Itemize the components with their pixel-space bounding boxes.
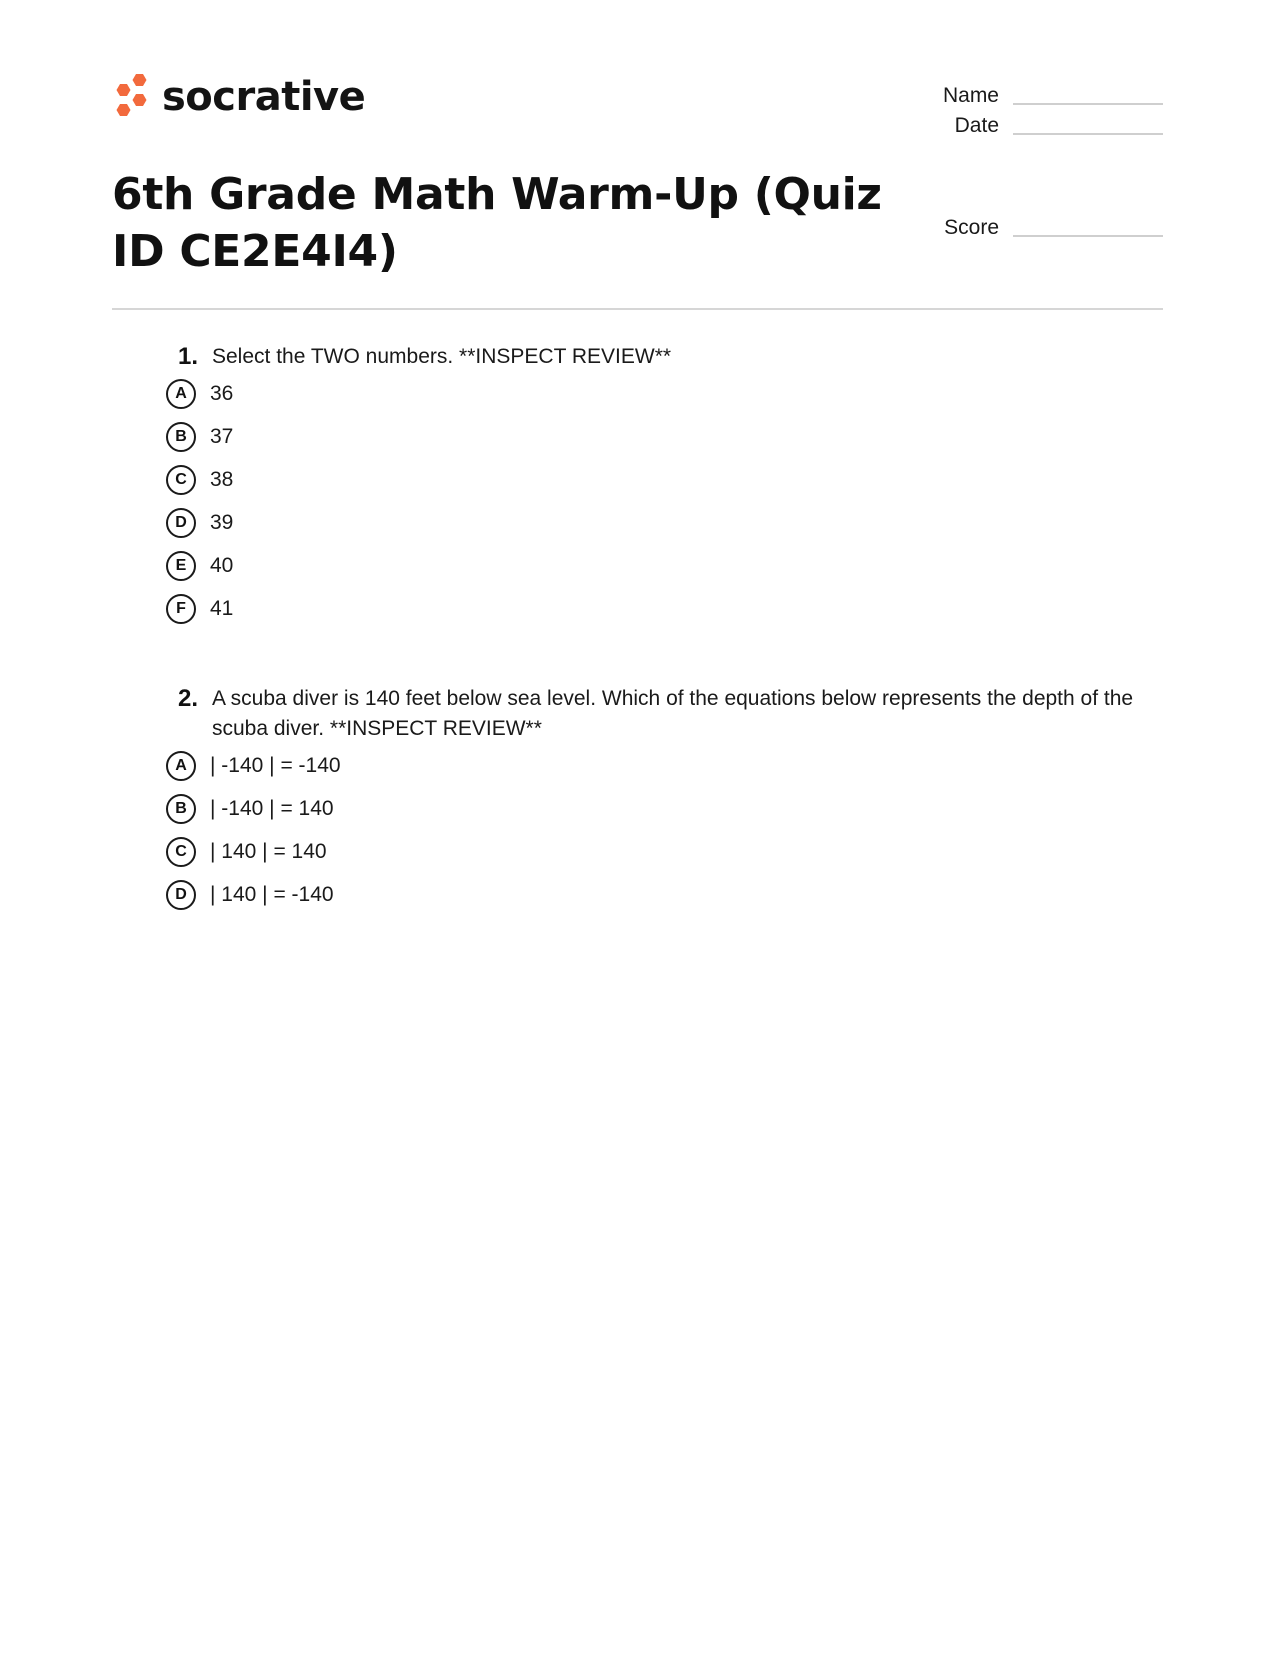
option-bubble[interactable]: B	[166, 794, 196, 824]
name-field[interactable]	[1013, 103, 1163, 105]
option-text: 39	[210, 510, 234, 534]
name-label: Name	[942, 84, 999, 107]
score-field[interactable]	[1013, 235, 1163, 237]
answer-option-c[interactable]	[162, 830, 1142, 873]
answer-option-c[interactable]	[162, 458, 1142, 501]
date-label: Date	[954, 114, 999, 137]
option-text: | -140 | = -140	[210, 753, 341, 777]
answer-option-b[interactable]	[162, 415, 1142, 458]
answer-option-b[interactable]	[162, 787, 1142, 830]
answer-option-a[interactable]	[162, 744, 1142, 787]
option-bubble[interactable]: E	[166, 551, 196, 581]
student-info	[903, 76, 1163, 136]
option-bubble[interactable]: C	[166, 837, 196, 867]
answer-option-d[interactable]	[162, 501, 1142, 544]
option-bubble[interactable]: B	[166, 422, 196, 452]
option-bubble[interactable]: F	[166, 594, 196, 624]
quiz-title: 6th Grade Math Warm-Up (Quiz ID CE2E4I4)	[112, 169, 882, 277]
header-divider	[112, 308, 1163, 310]
question-header	[162, 342, 1142, 372]
answer-option-e[interactable]	[162, 544, 1142, 587]
score-row	[903, 208, 1163, 238]
option-text: | 140 | = 140	[210, 839, 327, 863]
option-bubble[interactable]: D	[166, 508, 196, 538]
name-row	[903, 76, 1163, 106]
question-text: A scuba diver is 140 feet below sea level. Which of the equations below represents the depth of the scuba diver. **INSPECT REVIEW**	[212, 687, 1134, 740]
brand-logo	[112, 72, 365, 122]
date-row	[903, 106, 1163, 136]
socrative-logo-icon	[112, 72, 152, 122]
question-2	[162, 684, 1142, 916]
answer-option-f[interactable]	[162, 587, 1142, 630]
answer-option-a[interactable]	[162, 372, 1142, 415]
option-text: 40	[210, 553, 234, 577]
question-text: Select the TWO numbers. **INSPECT REVIEW**	[212, 345, 672, 368]
option-bubble[interactable]: A	[166, 379, 196, 409]
option-bubble[interactable]: A	[166, 751, 196, 781]
option-text: | -140 | = 140	[210, 796, 334, 820]
question-header	[162, 684, 1142, 744]
question-number: 2.	[177, 685, 198, 712]
brand-name: socrative	[162, 74, 366, 120]
question-number: 1.	[177, 343, 198, 370]
score-label: Score	[944, 216, 999, 239]
answer-option-d[interactable]	[162, 873, 1142, 916]
score-info	[903, 208, 1163, 238]
option-text: | 140 | = -140	[210, 882, 334, 906]
question-1	[162, 342, 1142, 630]
option-bubble[interactable]: C	[166, 465, 196, 495]
option-text: 36	[210, 381, 234, 405]
option-bubble[interactable]: D	[166, 880, 196, 910]
option-text: 41	[210, 596, 234, 620]
option-text: 38	[210, 467, 234, 491]
option-text: 37	[210, 424, 234, 448]
question-list	[162, 342, 1142, 970]
date-field[interactable]	[1013, 133, 1163, 135]
